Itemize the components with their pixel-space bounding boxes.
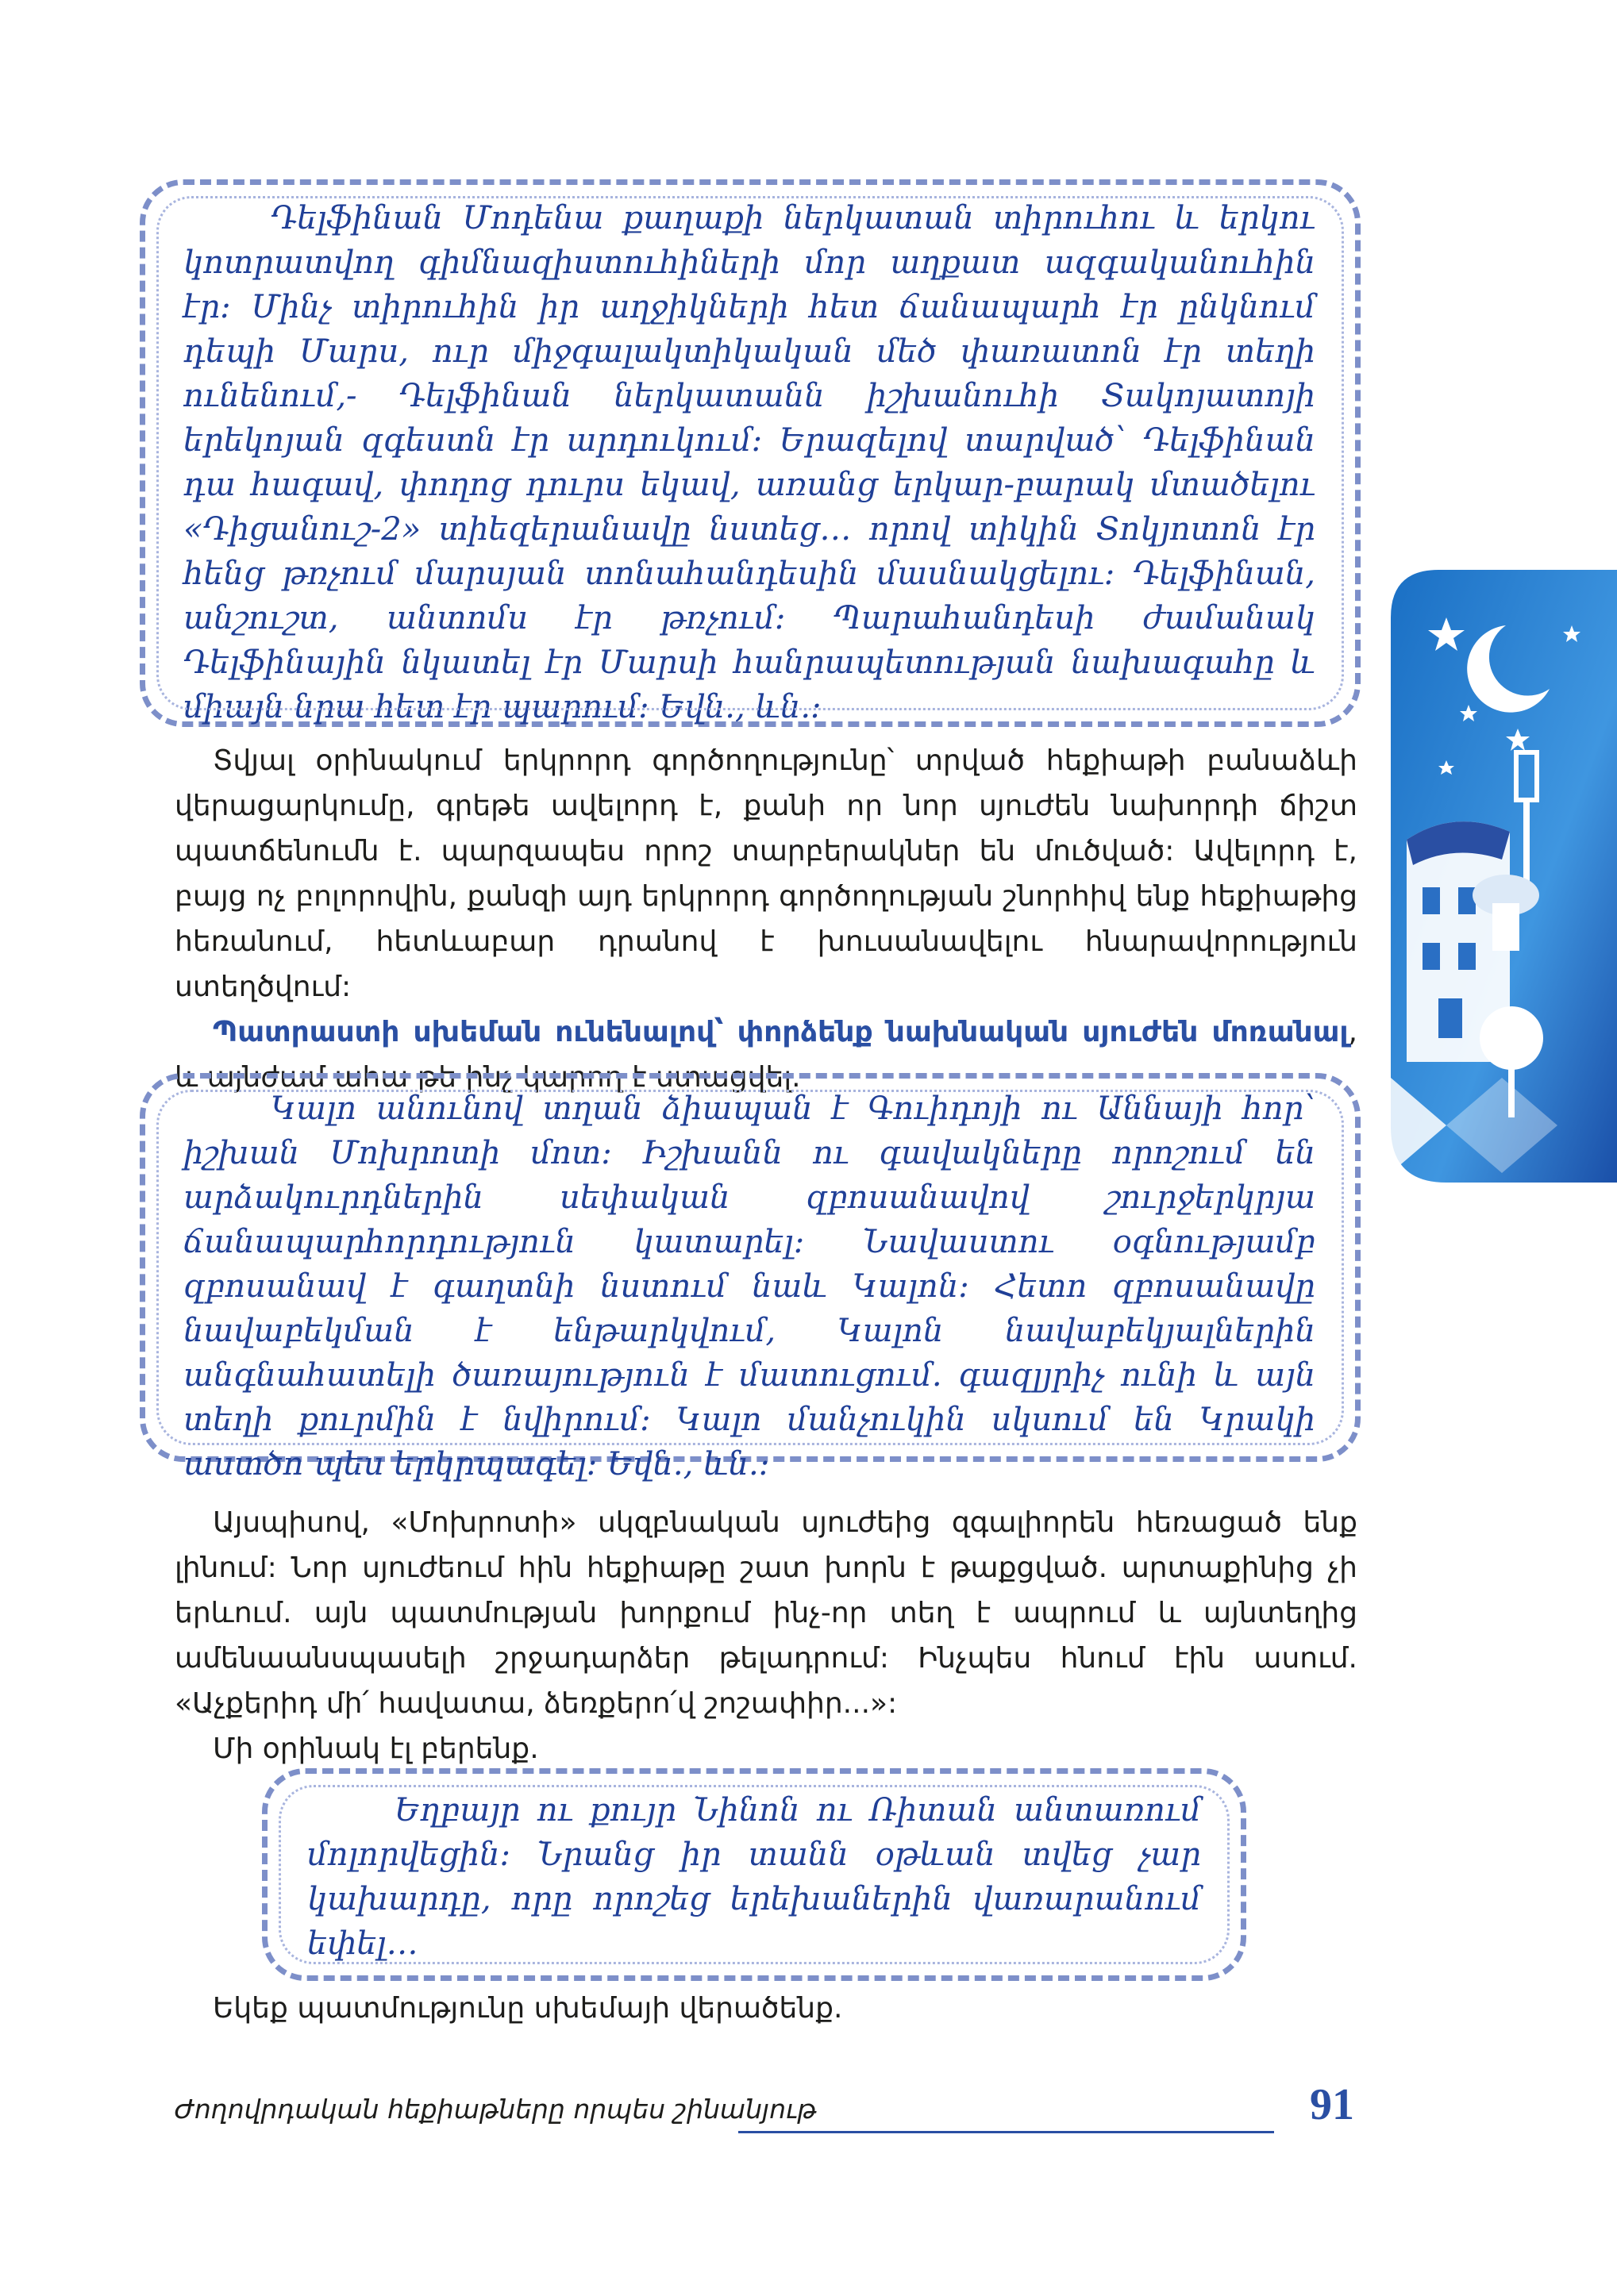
footer-title: Ժողովրդական հեքիաթները որպես շինանյութ bbox=[175, 2094, 817, 2125]
tree-crown bbox=[1480, 1006, 1543, 1070]
mushroom-stem bbox=[1492, 903, 1519, 951]
body-text-block bbox=[175, 738, 1357, 1100]
tower-door bbox=[1438, 998, 1462, 1038]
paragraph-rest: , և այնժամ ահա թե ինչ կարող է ստացվել. bbox=[175, 1016, 1357, 1094]
night-castle-illustration bbox=[1391, 570, 1617, 1183]
paragraph: Մի օրինակ էլ բերենք. bbox=[213, 1733, 539, 1765]
paragraph: Այսպիսով, «Մոխրոտի» սկզբնական սյուժեից զգալիորեն հեռացած ենք լինում: Նոր սյուժեում հին հեքիաթը շատ խորն է թաքցված. արտաքինից չի երևում. այն պատմության խորքում ինչ-որ տեղ է ապրում և այնտեղից ամենաանսպասելի շրջադարձեր թելադրում: Ինչպես հնում էին ասում. «Աչքերիդ մի՛ հավատա, ձեռքերո՛վ շոշափիր...»: bbox=[175, 1506, 1357, 1720]
paragraph: Տվյալ օրինակում երկրորդ գործողությունը՝ տրված հեքիաթի բանաձևի վերացարկումը, գրեթե ավելորդ է, քանի որ նոր սյուժեն նախորդի ճիշտ պատճենումն է. պարզապես որոշ տարբերակներ են մուծված: Ավելորդ է, բայց ոչ բոլորովին, քանզի այդ երկրորդ գործողության շնորհիվ ենք հեքիաթից հեռանում, հետևաբար դրանով է խուսանավելու հնարավորություն ստեղծվում: bbox=[175, 744, 1357, 1003]
tower-window bbox=[1423, 943, 1440, 970]
quote-text: Եղբայր ու քույր Նինոն ու Ռիտան անտառում մոլորվեցին: Նրանց իր տանն օթևան տվեց չար կախարդը, որը որոշեց երեխաներին վառարանում եփել… bbox=[307, 1792, 1201, 1962]
quote-text: Դելֆինան Մոդենա քաղաքի ներկատան տիրուհու և երկու կոտրատվող գիմնազիստուհիների մոր աղքատ ազգականուհին էր: Մինչ տիրուհին իր աղջիկների հետ ճանապարհ էր ընկնում դեպի Մարս, ուր միջգալակտիկական մեծ փառատոն էր տեղի ունենում,- Դելֆինան ներկատանն իշխանուհի Տակոյատոյի երեկոյան զգեստն էր արդուկում: Երազելով տարված՝ Դելֆինան դա հագավ, փողոց դուրս եկավ, առանց երկար-բարակ մտածելու «Դիցանուշ-2» տիեզերանավը նստեց… որով տիկին Տոկյոտոն էր հենց թռչում մարսյան տոնահանդեսին մասնակցելու: Դելֆինան, անշուշտ, անտոմս էր թռչում: Պարահանդեսի ժամանակ Դելֆինային նկատել էր Մարսի հանրապետության նախագահը և միայն նրա հետ էր պարում: Եվն., ևն.: bbox=[183, 200, 1315, 725]
tower-window bbox=[1423, 887, 1440, 914]
quote-text: Կալո անունով տղան ձիապան է Գուիդոյի ու Աննայի հոր՝ իշխան Մոխրոտի մոտ: Իշխանն ու գավակները որոշում են արձակուրդներին սեփական զբոսանավով շուրջերկրյա ճանապարհորդություն կատարել: Նավաստու օգնությամբ զբոսանավ է գաղտնի նստում նաև Կալոն: Հետո զբոսանավը նավաբեկման է ենթարկվում, Կալոն նավաբեկյալներին անգնահատելի ծառայություն է մատուցում. գազլյրիչ ունի և այն տեղի քուրմին է նվիրում: Կալո մանչուկին սկսում են Կրակի աստծո պես երկրպագել: Եվն., ևն.: bbox=[183, 1090, 1315, 1483]
quote-box-kalo bbox=[140, 1073, 1361, 1483]
body-text-block bbox=[175, 1986, 1357, 2031]
tower-window bbox=[1458, 943, 1476, 970]
quote-box-nino-rita bbox=[262, 1768, 1246, 1981]
footer-divider bbox=[738, 2131, 1274, 2133]
quote-box-delfina bbox=[140, 179, 1361, 727]
page-number: 91 bbox=[1310, 2080, 1354, 2129]
highlighted-phrase: Պատրաստի սխեման ունենալով՝ փորձենք նախնական սյուժեն մոռանալ bbox=[213, 1016, 1349, 1048]
paragraph: Եկեք պատմությունը սխեմայի վերածենք. bbox=[213, 1992, 843, 2025]
tower-window bbox=[1458, 887, 1476, 914]
body-text-block bbox=[175, 1500, 1357, 1771]
